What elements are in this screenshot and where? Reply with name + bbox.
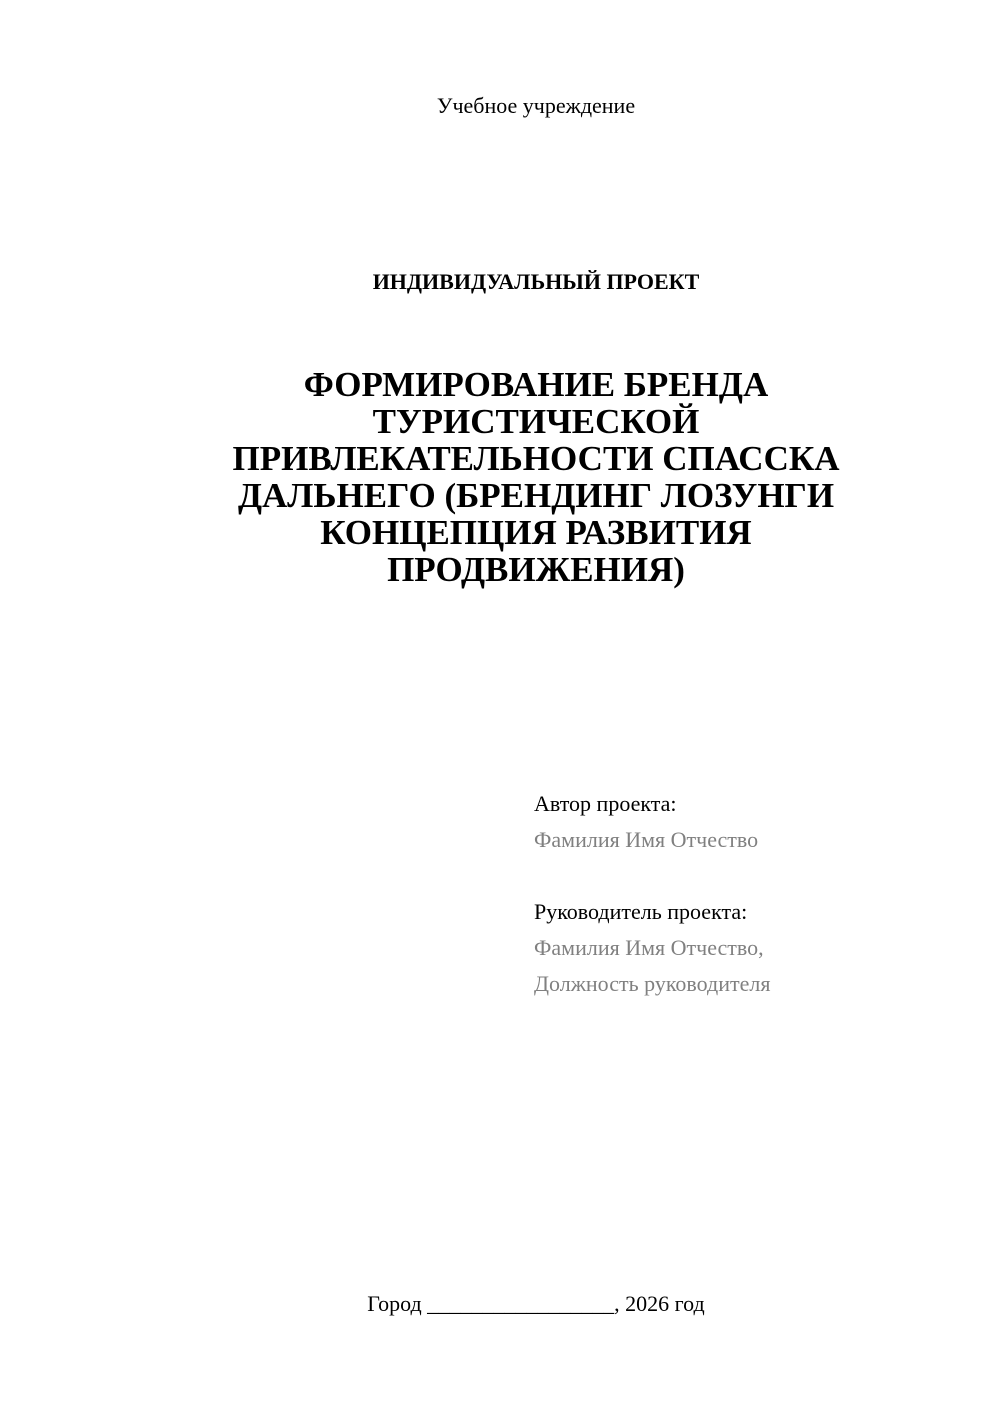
supervisor-block bbox=[534, 894, 974, 1002]
city-year-line: Город _________________, 2026 год bbox=[367, 1291, 705, 1316]
title-line: ПРИВЛЕКАТЕЛЬНОСТИ СПАССКА bbox=[232, 439, 840, 478]
author-label: Автор проекта: bbox=[534, 791, 677, 816]
title-line: ФОРМИРОВАНИЕ БРЕНДА bbox=[303, 365, 769, 404]
author-name: Фамилия Имя Отчество bbox=[534, 827, 759, 852]
title-line: ПРОДВИЖЕНИЯ) bbox=[387, 550, 685, 589]
project-type-heading: ИНДИВИДУАЛЬНЫЙ ПРОЕКТ bbox=[372, 269, 700, 294]
supervisor-label: Руководитель проекта: bbox=[534, 899, 748, 924]
title-line: ДАЛЬНЕГО (БРЕНДИНГ ЛОЗУНГИ bbox=[237, 476, 835, 515]
project-title bbox=[180, 366, 892, 588]
title-line: ТУРИСТИЧЕСКОЙ bbox=[372, 402, 700, 441]
supervisor-position: Должность руководителя bbox=[534, 971, 771, 996]
supervisor-name: Фамилия Имя Отчество, bbox=[534, 935, 764, 960]
institution-name: Учебное учреждение bbox=[436, 93, 636, 118]
author-block bbox=[534, 786, 974, 858]
title-line: КОНЦЕПЦИЯ РАЗВИТИЯ bbox=[320, 513, 752, 552]
